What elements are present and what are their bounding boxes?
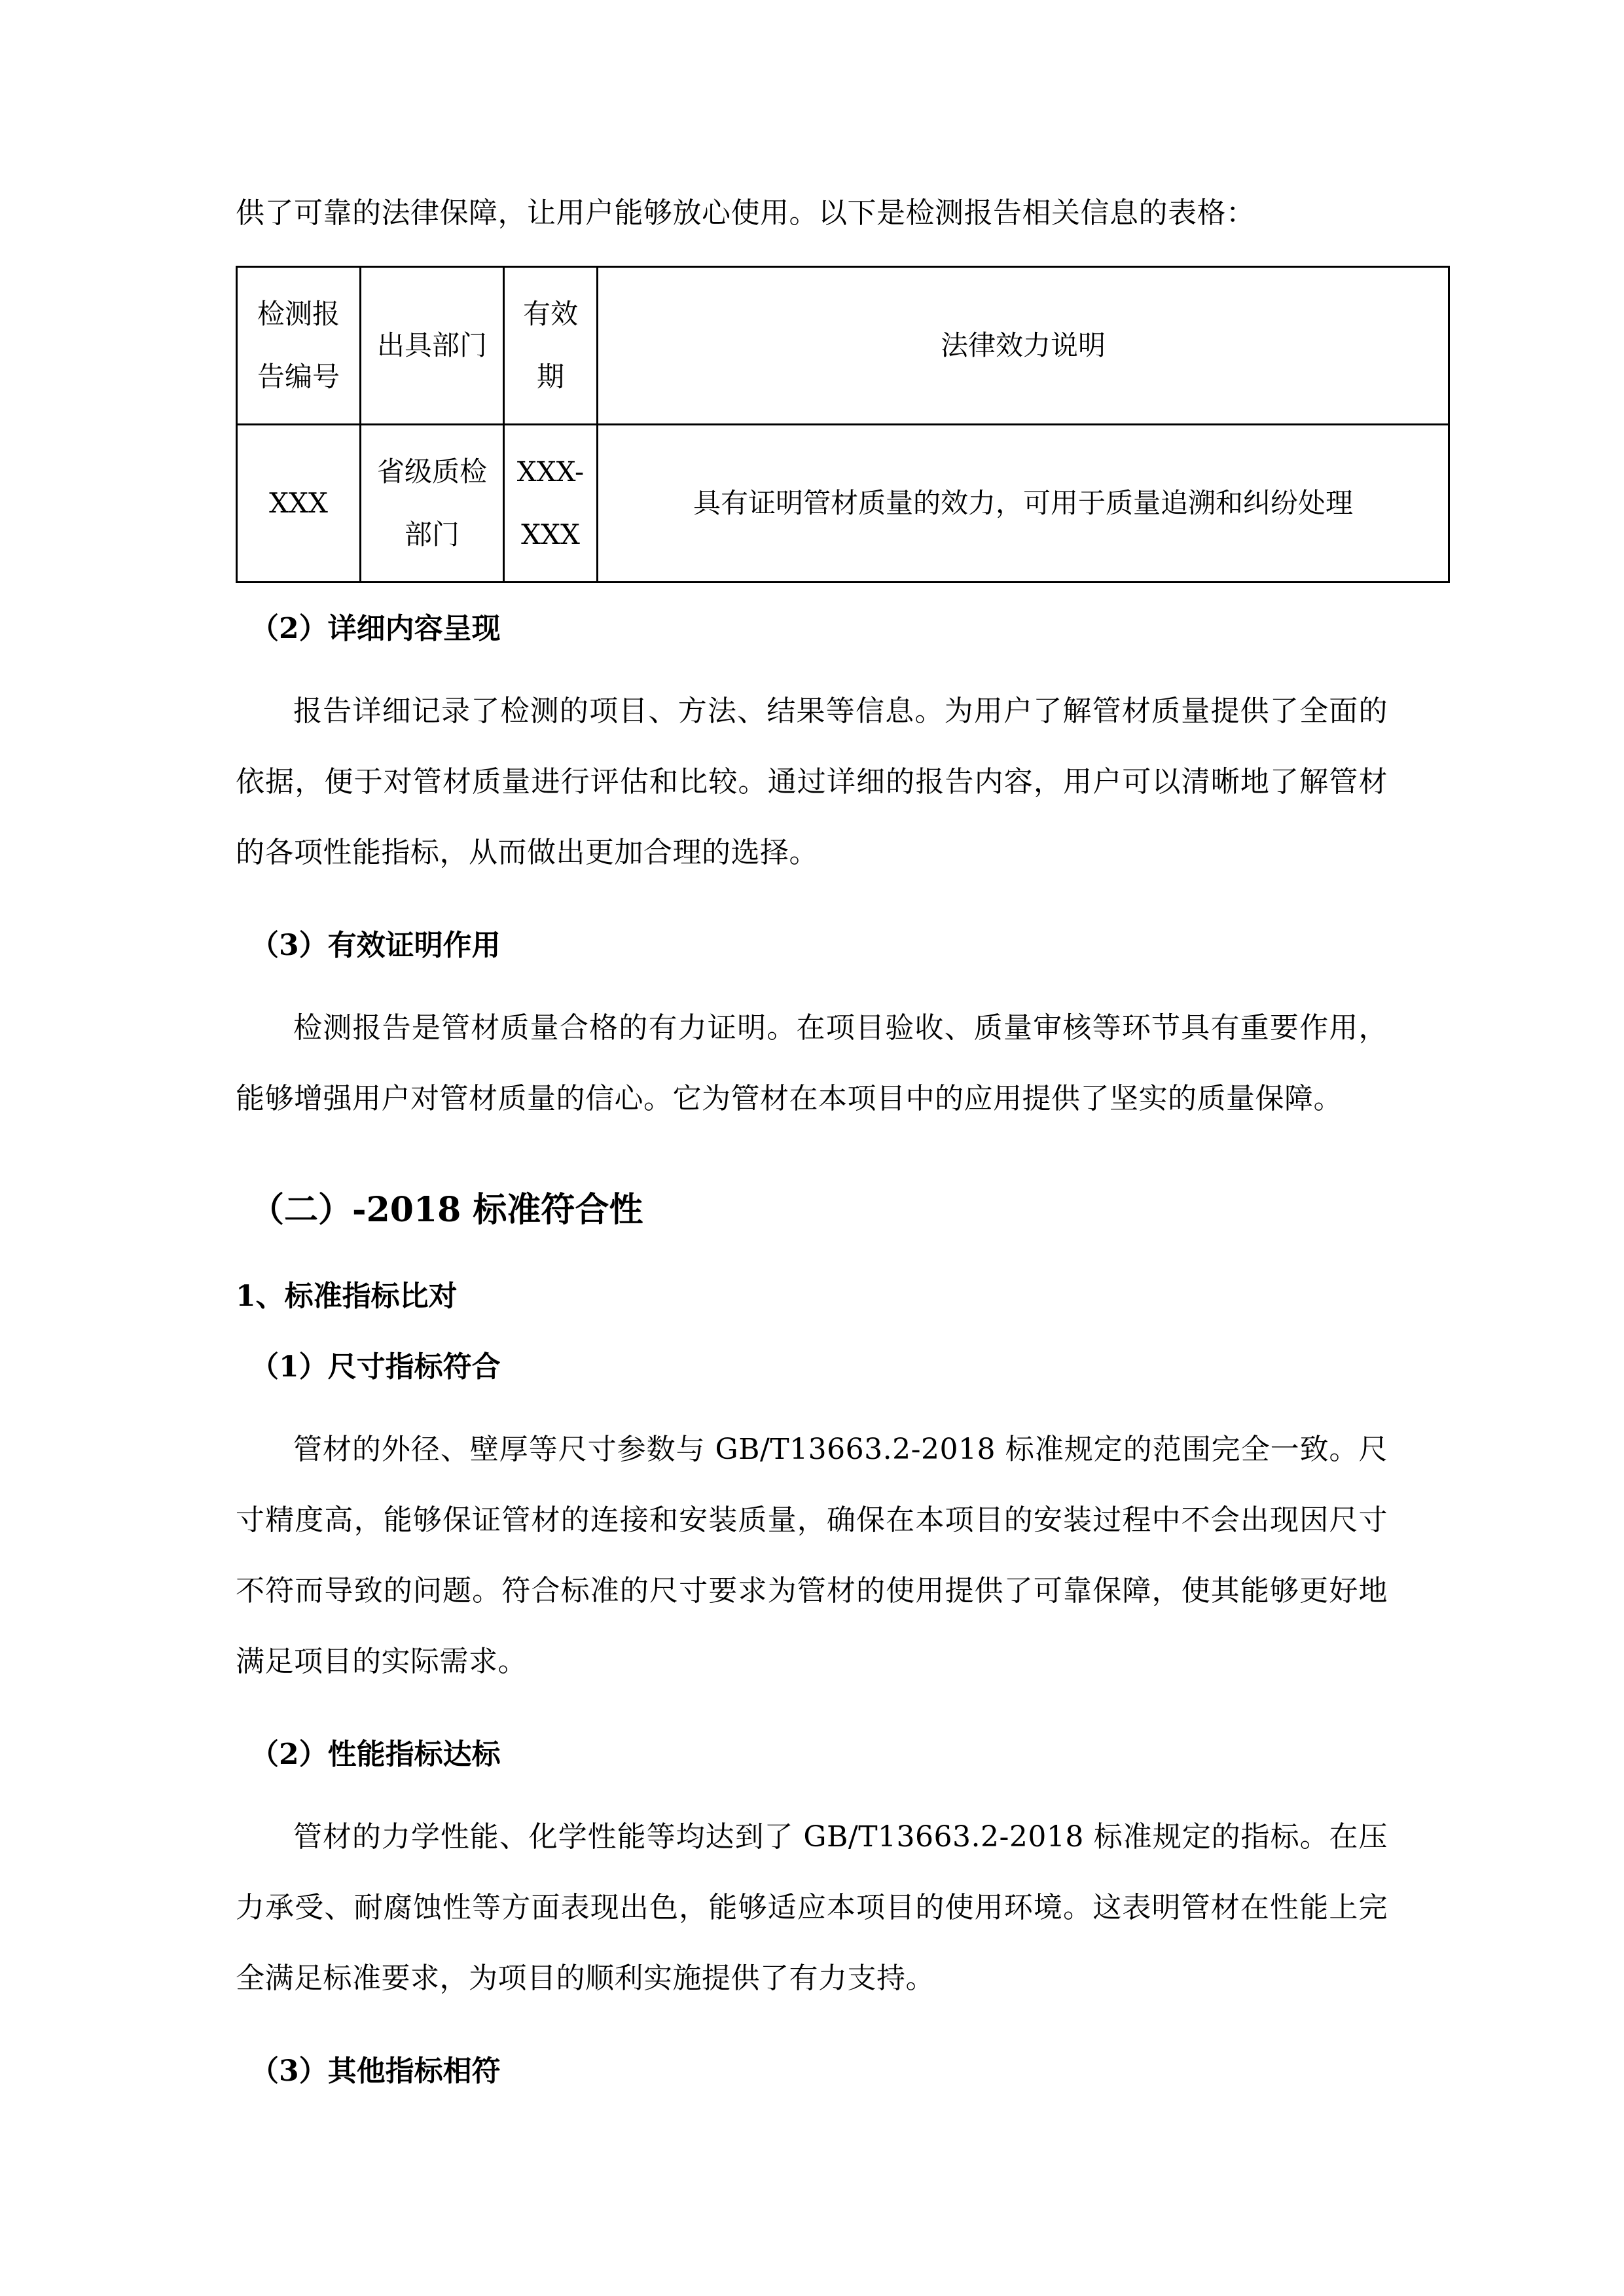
subsection-heading-dimension: （1）尺寸指标符合 (250, 1350, 501, 1384)
inspection-report-table (236, 266, 1450, 583)
cell-validity: XXX-XXX (504, 425, 598, 583)
cell-report-no: XXX (237, 425, 361, 583)
section-heading-detail-content: （2）详细内容呈现 (250, 612, 501, 645)
spacer (236, 1403, 1388, 1414)
spacer (236, 981, 1388, 993)
subsection-heading-performance: （2）性能指标达标 (250, 1738, 501, 1771)
cell-legal-effect: 具有证明管材质量的效力，可用于质量追溯和纠纷处理 (598, 425, 1449, 583)
intro-paragraph: 供了可靠的法律保障，让用户能够放心使用。以下是检测报告相关信息的表格： (236, 196, 1255, 230)
subsection-body-performance: 管材的力学性能、化学性能等均达到了 GB/T13663.2-2018 标准规定的指标。在压力承受、耐腐蚀性等方面表现出色，能够适应本项目的使用环境。这表明管材在性能上完全满足标准要求，为项目的顺利实施提供了有力支持。 (236, 1820, 1388, 1995)
spacer (236, 1249, 1388, 1261)
chapter-title: （二）-2018 标准符合性 (250, 1190, 643, 1230)
table-row (237, 425, 1449, 583)
subsection-body-dimension: 管材的外径、壁厚等尺寸参数与 GB/T13663.2-2018 标准规定的范围完全一致。尺寸精度高，能够保证管材的连接和安装质量，确保在本项目的安装过程中不会出现因尺寸不符而导致的问题。符合标准的尺寸要求为管材的使用提供了可靠保障，使其能够更好地满足项目的实际需求。 (236, 1433, 1388, 1678)
spacer (236, 888, 1388, 910)
section-heading-valid-proof: （3）有效证明作用 (250, 929, 501, 962)
spacer (236, 1697, 1388, 1719)
table-header-validity: 有效期 (504, 267, 598, 425)
spacer (236, 664, 1388, 676)
table-header-report-no: 检测报告编号 (237, 267, 361, 425)
table-header-department: 出具部门 (361, 267, 504, 425)
section-body-detail-content: 报告详细记录了检测的项目、方法、结果等信息。为用户了解管材质量提供了全面的依据，便于对管材质量进行评估和比较。通过详细的报告内容，用户可以清晰地了解管材的各项性能指标，从而做出更加合理的选择。 (236, 694, 1388, 869)
subsection-heading-other: （3）其他指标相符 (250, 2054, 501, 2088)
spacer (236, 1134, 1388, 1171)
page-content (236, 178, 1388, 2107)
table-header-row (237, 267, 1449, 425)
spacer (236, 2014, 1388, 2036)
cell-department: 省级质检部门 (361, 425, 504, 583)
section-body-valid-proof: 检测报告是管材质量合格的有力证明。在项目验收、质量审核等环节具有重要作用，能够增强用户对管材质量的信心。它为管材在本项目中的应用提供了坚实的质量保障。 (236, 1011, 1388, 1115)
chapter-subtitle: 1、标准指标比对 (236, 1280, 458, 1313)
spacer (236, 1790, 1388, 1802)
table-header-legal-effect: 法律效力说明 (598, 267, 1449, 425)
